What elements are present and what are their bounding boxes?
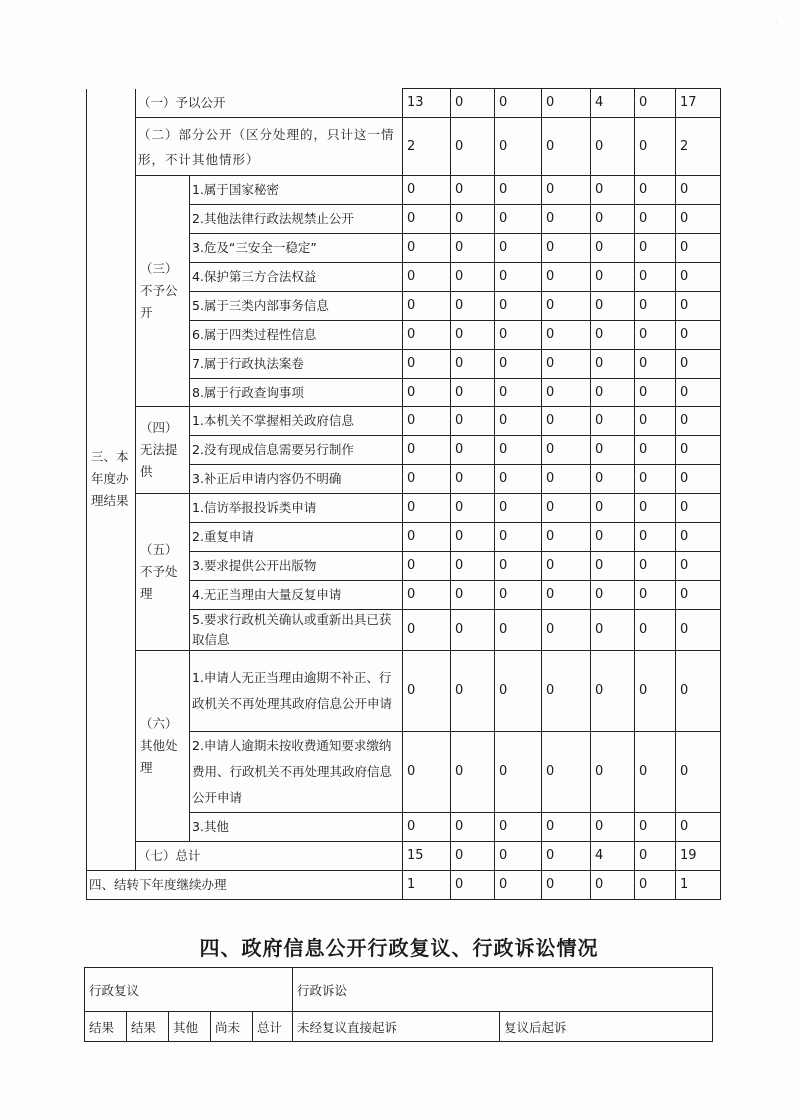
value-cell: 0 [403, 321, 451, 350]
value-cell: 0 [403, 407, 451, 436]
group-label [136, 176, 190, 407]
value-cell: 0 [591, 610, 635, 651]
value-cell: 0 [591, 436, 635, 465]
value-cell: 0 [403, 263, 451, 292]
value-cell: 2 [403, 118, 451, 176]
value-cell: 0 [495, 732, 542, 813]
value-cell: 0 [542, 651, 591, 732]
value-cell: 0 [542, 842, 591, 871]
value-cell: 0 [591, 407, 635, 436]
value-cell: 0 [451, 610, 495, 651]
value-cell: 0 [451, 465, 495, 494]
value-cell: 0 [495, 234, 542, 263]
table-row [87, 407, 721, 436]
value-cell: 0 [542, 176, 591, 205]
row-label: （二）部分公开（区分处理的，只计这一情形，不计其他情形） [136, 118, 403, 176]
value-cell: 0 [451, 523, 495, 552]
value-cell: 0 [542, 552, 591, 581]
value-cell: 0 [635, 552, 676, 581]
value-cell: 0 [676, 176, 721, 205]
value-cell: 0 [542, 205, 591, 234]
value-cell: 0 [591, 465, 635, 494]
item-label: 7.属于行政执法案卷 [190, 350, 403, 379]
admin-review-header: 行政复议 [85, 968, 293, 1012]
value-cell: 19 [676, 842, 721, 871]
value-cell: 0 [542, 321, 591, 350]
table-row [87, 176, 721, 205]
value-cell: 0 [591, 581, 635, 610]
review-col-0: 结果 [85, 1012, 127, 1042]
value-cell: 0 [542, 118, 591, 176]
value-cell: 0 [451, 234, 495, 263]
value-cell: 0 [542, 292, 591, 321]
value-cell: 0 [451, 292, 495, 321]
value-cell: 0 [542, 610, 591, 651]
value-cell: 0 [451, 205, 495, 234]
value-cell: 0 [591, 292, 635, 321]
value-cell: 0 [676, 610, 721, 651]
value-cell: 0 [451, 407, 495, 436]
value-cell: 0 [635, 842, 676, 871]
value-cell: 0 [635, 379, 676, 407]
value-cell: 0 [591, 813, 635, 842]
value-cell: 0 [495, 407, 542, 436]
value-cell: 0 [495, 465, 542, 494]
value-cell: 0 [403, 350, 451, 379]
value-cell: 0 [403, 732, 451, 813]
value-cell: 0 [451, 350, 495, 379]
value-cell: 0 [403, 523, 451, 552]
value-cell: 0 [403, 205, 451, 234]
section-three-label [87, 89, 136, 871]
value-cell: 0 [676, 205, 721, 234]
value-cell: 0 [676, 234, 721, 263]
value-cell: 0 [635, 321, 676, 350]
value-cell: 0 [495, 436, 542, 465]
value-cell: 0 [542, 350, 591, 379]
value-cell: 0 [495, 581, 542, 610]
value-cell: 0 [495, 350, 542, 379]
value-cell: 0 [451, 118, 495, 176]
value-cell: 0 [542, 234, 591, 263]
value-cell: 0 [635, 176, 676, 205]
group-label-text: （六）其他处理 [140, 716, 178, 775]
value-cell: 0 [451, 263, 495, 292]
value-cell: 0 [542, 523, 591, 552]
value-cell: 0 [676, 581, 721, 610]
item-label: 3.补正后申请内容仍不明确 [190, 465, 403, 494]
value-cell: 0 [542, 581, 591, 610]
value-cell: 0 [676, 407, 721, 436]
value-cell: 0 [495, 89, 542, 118]
value-cell: 0 [542, 89, 591, 118]
table-row [87, 118, 721, 176]
value-cell: 0 [635, 350, 676, 379]
review-litigation-table [84, 967, 713, 1042]
item-label: 3.危及“三安全一稳定” [190, 234, 403, 263]
row-label: （一）予以公开 [136, 89, 403, 118]
value-cell: 0 [542, 407, 591, 436]
table-row [87, 89, 721, 118]
value-cell: 0 [495, 871, 542, 900]
value-cell: 13 [403, 89, 451, 118]
value-cell: 0 [451, 436, 495, 465]
item-label: 5.要求行政机关确认或重新出具已获取信息 [190, 610, 403, 651]
value-cell: 0 [495, 176, 542, 205]
group-label [136, 407, 190, 494]
value-cell: 0 [495, 651, 542, 732]
admin-litigation-header: 行政诉讼 [293, 968, 713, 1012]
value-cell: 0 [635, 292, 676, 321]
value-cell: 0 [676, 292, 721, 321]
group-label-text: （四）无法提供 [140, 420, 178, 479]
value-cell: 0 [635, 263, 676, 292]
value-cell: 0 [591, 176, 635, 205]
value-cell: 17 [676, 89, 721, 118]
item-label: 1.申请人无正当理由逾期不补正、行政机关不再处理其政府信息公开申请 [190, 651, 403, 732]
item-label: 5.属于三类内部事务信息 [190, 292, 403, 321]
value-cell: 0 [403, 813, 451, 842]
value-cell: 0 [676, 523, 721, 552]
value-cell: 0 [451, 651, 495, 732]
value-cell: 0 [451, 176, 495, 205]
review-col-1: 结果 [127, 1012, 169, 1042]
value-cell: 0 [451, 842, 495, 871]
section-three-label-text: 三、本年度办理结果 [91, 449, 129, 509]
value-cell: 0 [451, 732, 495, 813]
value-cell: 0 [403, 610, 451, 651]
table-row [87, 494, 721, 523]
value-cell: 0 [451, 871, 495, 900]
value-cell: 0 [635, 610, 676, 651]
value-cell: 0 [403, 176, 451, 205]
value-cell: 0 [676, 436, 721, 465]
value-cell: 0 [542, 871, 591, 900]
value-cell: 0 [591, 651, 635, 732]
value-cell: 0 [591, 263, 635, 292]
value-cell: 0 [676, 379, 721, 407]
value-cell: 0 [403, 379, 451, 407]
value-cell: 0 [635, 494, 676, 523]
item-label: 1.属于国家秘密 [190, 176, 403, 205]
value-cell: 0 [635, 118, 676, 176]
value-cell: 2 [676, 118, 721, 176]
value-cell: 0 [542, 436, 591, 465]
value-cell: 0 [495, 292, 542, 321]
value-cell: 0 [591, 234, 635, 263]
review-col-4: 总计 [253, 1012, 293, 1042]
value-cell: 0 [542, 263, 591, 292]
value-cell: 0 [403, 494, 451, 523]
value-cell: 0 [635, 523, 676, 552]
item-label: 8.属于行政查询事项 [190, 379, 403, 407]
after-review-litigation-header: 复议后起诉 [500, 1012, 713, 1042]
value-cell: 0 [635, 205, 676, 234]
value-cell: 0 [403, 581, 451, 610]
value-cell: 15 [403, 842, 451, 871]
value-cell: 0 [676, 813, 721, 842]
value-cell: 0 [542, 494, 591, 523]
group-label [136, 651, 190, 842]
value-cell: 0 [451, 581, 495, 610]
item-label: 6.属于四类过程性信息 [190, 321, 403, 350]
value-cell: 0 [635, 581, 676, 610]
value-cell: 0 [451, 321, 495, 350]
value-cell: 0 [495, 118, 542, 176]
value-cell: 0 [635, 732, 676, 813]
item-label: 1.信访举报投诉类申请 [190, 494, 403, 523]
value-cell: 0 [495, 263, 542, 292]
value-cell: 0 [635, 407, 676, 436]
value-cell: 0 [495, 523, 542, 552]
direct-litigation-header: 未经复议直接起诉 [293, 1012, 500, 1042]
value-cell: 0 [542, 732, 591, 813]
value-cell: 0 [542, 379, 591, 407]
review-col-3: 尚未 [211, 1012, 253, 1042]
value-cell: 0 [591, 321, 635, 350]
item-label: 1.本机关不掌握相关政府信息 [190, 407, 403, 436]
item-label: 4.无正当理由大量反复申请 [190, 581, 403, 610]
value-cell: 0 [676, 263, 721, 292]
value-cell: 0 [403, 234, 451, 263]
value-cell: 0 [591, 350, 635, 379]
row-label: （七）总计 [136, 842, 403, 871]
item-label: 3.其他 [190, 813, 403, 842]
value-cell: 0 [635, 651, 676, 732]
value-cell: 0 [403, 552, 451, 581]
item-label: 2.没有现成信息需要另行制作 [190, 436, 403, 465]
value-cell: 0 [676, 494, 721, 523]
value-cell: 0 [403, 465, 451, 494]
item-label: 2.其他法律行政法规禁止公开 [190, 205, 403, 234]
group-label-text: （五）不予处理 [140, 542, 178, 601]
value-cell: 0 [676, 651, 721, 732]
value-cell: 0 [451, 89, 495, 118]
value-cell: 1 [403, 871, 451, 900]
value-cell: 0 [591, 552, 635, 581]
value-cell: 0 [635, 465, 676, 494]
scan-mark: · [775, 18, 778, 27]
value-cell: 0 [676, 465, 721, 494]
results-table [86, 88, 721, 900]
value-cell: 0 [635, 234, 676, 263]
value-cell: 0 [403, 292, 451, 321]
value-cell: 0 [495, 610, 542, 651]
value-cell: 0 [451, 379, 495, 407]
item-label: 2.重复申请 [190, 523, 403, 552]
value-cell: 0 [451, 494, 495, 523]
value-cell: 0 [495, 321, 542, 350]
item-label: 3.要求提供公开出版物 [190, 552, 403, 581]
value-cell: 0 [403, 436, 451, 465]
section-four-title: 四、政府信息公开行政复议、行政诉讼情况 [199, 936, 599, 960]
value-cell: 0 [635, 89, 676, 118]
value-cell: 0 [591, 118, 635, 176]
value-cell: 0 [542, 813, 591, 842]
value-cell: 0 [591, 205, 635, 234]
item-label: 2.申请人逾期未按收费通知要求缴纳费用、行政机关不再处理其政府信息公开申请 [190, 732, 403, 813]
value-cell: 0 [676, 732, 721, 813]
value-cell: 0 [591, 871, 635, 900]
table-row [87, 842, 721, 871]
value-cell: 0 [591, 494, 635, 523]
value-cell: 0 [591, 732, 635, 813]
table-row [87, 651, 721, 732]
value-cell: 4 [591, 842, 635, 871]
value-cell: 0 [495, 494, 542, 523]
value-cell: 0 [676, 321, 721, 350]
value-cell: 0 [495, 842, 542, 871]
value-cell: 0 [451, 552, 495, 581]
value-cell: 0 [542, 465, 591, 494]
table-row [87, 871, 721, 900]
value-cell: 0 [451, 813, 495, 842]
value-cell: 4 [591, 89, 635, 118]
value-cell: 0 [495, 379, 542, 407]
value-cell: 0 [495, 813, 542, 842]
value-cell: 0 [495, 552, 542, 581]
item-label: 4.保护第三方合法权益 [190, 263, 403, 292]
group-label [136, 494, 190, 651]
value-cell: 0 [591, 379, 635, 407]
value-cell: 0 [676, 552, 721, 581]
review-col-2: 其他 [169, 1012, 211, 1042]
value-cell: 0 [635, 813, 676, 842]
value-cell: 0 [591, 523, 635, 552]
value-cell: 0 [495, 205, 542, 234]
value-cell: 0 [635, 436, 676, 465]
value-cell: 0 [676, 350, 721, 379]
value-cell: 1 [676, 871, 721, 900]
row-label: 四、结转下年度继续办理 [87, 871, 403, 900]
group-label-text: （三）不予公开 [140, 261, 178, 320]
value-cell: 0 [635, 871, 676, 900]
value-cell: 0 [403, 651, 451, 732]
